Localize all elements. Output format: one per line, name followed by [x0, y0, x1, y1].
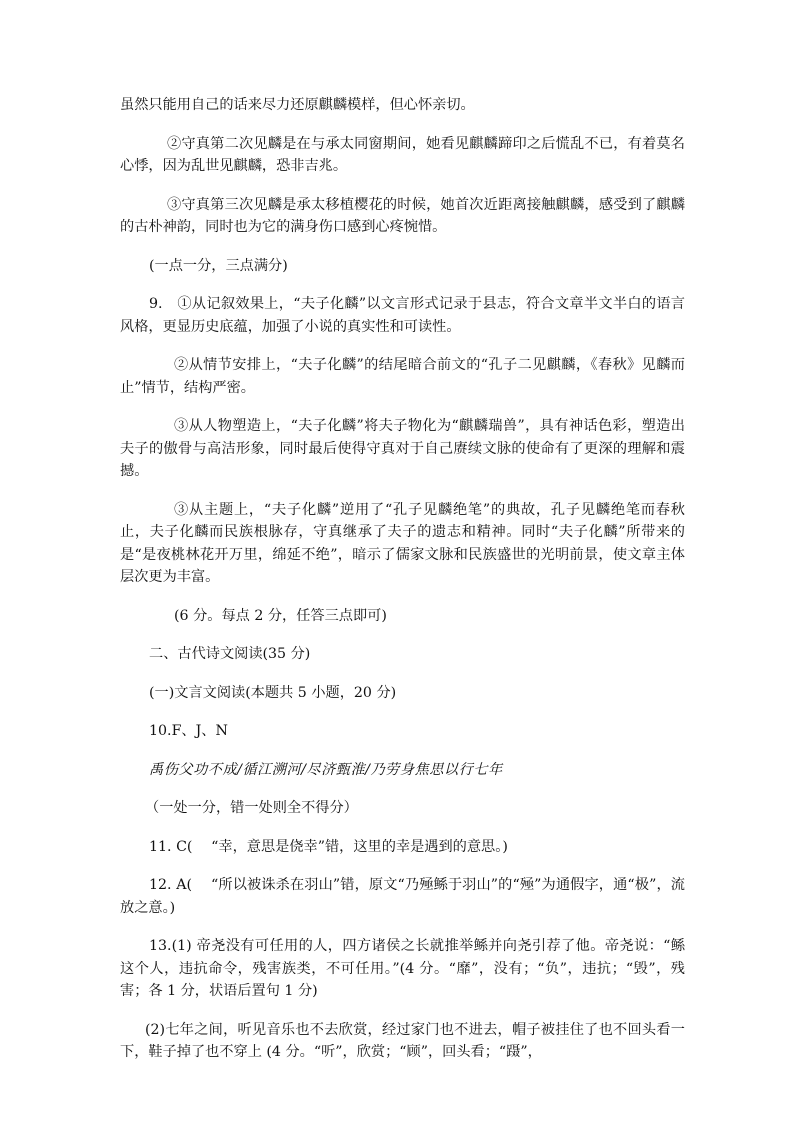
paragraph-8-point-3: ③守真第三次见麟是承太移植樱花的时候，她首次近距离接触麒麟，感受到了麒麟的古朴神韵，同时也为它的满身伤口感到心疼惋惜。 — [120, 196, 685, 235]
paragraph-11-answer: 11. C( “幸，意思是侥幸”错，这里的幸是遇到的意思。) — [149, 838, 508, 855]
paragraph-10-answer: 10.F、J、N — [149, 723, 228, 739]
paragraph-10-sentence-break: 禹伤父功不成/循江溯河/尽济甄淮/乃劳身焦思以行七年 — [149, 761, 503, 778]
paragraph-10-scoring-note: （一处一分，错一处则全不得分） — [145, 800, 358, 816]
paragraph-13-part-2: (2)七年之间，听见音乐也不去欣赏，经过家门也不进去，帽子被挂住了也不回头看一下，鞋子掉了也不穿上 (4 分。“听”，欣赏；“顾”，回头看；“蹑”， — [120, 1021, 685, 1060]
paragraph-8-point-2: ②守真第二次见麟是在与承太同窗期间，她看见麒麟蹄印之后慌乱不已，有着莫名心悸，因为乱世见麒麟，恐非吉兆。 — [120, 135, 685, 174]
paragraph-9-point-2: ②从情节安排上，“夫子化麟”的结尾暗合前文的“孔子二见麒麟，《春秋》见麟而止”情节，结构严密。 — [120, 357, 685, 396]
paragraph-9-scoring-note: (6 分。每点 2 分，任答三点即可) — [174, 607, 387, 624]
paragraph-9-point-3: ③从人物塑造上，“夫子化麟”将夫子物化为“麒麟瑞兽”，具有神话色彩，塑造出夫子的傲骨与高洁形象，同时最后使得守真对于自己赓续文脉的使命有了更深的理解和震撼。 — [120, 418, 685, 479]
subsection-heading-classical-chinese: (一)文言文阅读(本题共 5 小题，20 分) — [149, 684, 397, 701]
paragraph-9-point-4: ③从主题上，“夫子化麟”逆用了“孔子见麟绝笔”的典故，孔子见麟绝笔而春秋止，夫子化麟而民族根脉存，守真继承了夫子的遗志和精神。同时“夫子化麟”所带来的是“是夜桃林花开万里，绵延不绝”，暗示了儒家文脉和民族盛世的光明前景，使文章主体层次更为丰富。 — [120, 501, 685, 585]
paragraph-12-answer: 12. A( “所以被诛杀在羽山”错，原文“乃殛鲧于羽山”的“殛”为通假字，通“极”，流放之意。) — [120, 877, 685, 916]
section-heading-ancient-poetry: 二、古代诗文阅读(35 分) — [149, 646, 311, 662]
paragraph-8-answer-continuation: 虽然只能用自己的话来尽力还原麒麟模样，但心怀亲切。 — [120, 97, 475, 113]
paragraph-13-part-1: 13.(1) 帝尧没有可任用的人，四方诸侯之长就推举鲧并向尧引荐了他。帝尧说：“鲧这个人，违抗命令，残害族类，不可任用。”(4 分。“靡”，没有；“负”，违抗；“毁”，残害；各 1 分，状语后置句 1 分) — [120, 938, 685, 999]
answer-key-page — [120, 94, 685, 1080]
paragraph-8-scoring-note: (一点一分，三点满分) — [149, 257, 288, 274]
paragraph-9-point-1: 9. ①从记叙效果上，“夫子化麟”以文言形式记录于县志，符合文章半文半白的语言风格，更显历史底蕴，加强了小说的真实性和可读性。 — [120, 296, 685, 335]
